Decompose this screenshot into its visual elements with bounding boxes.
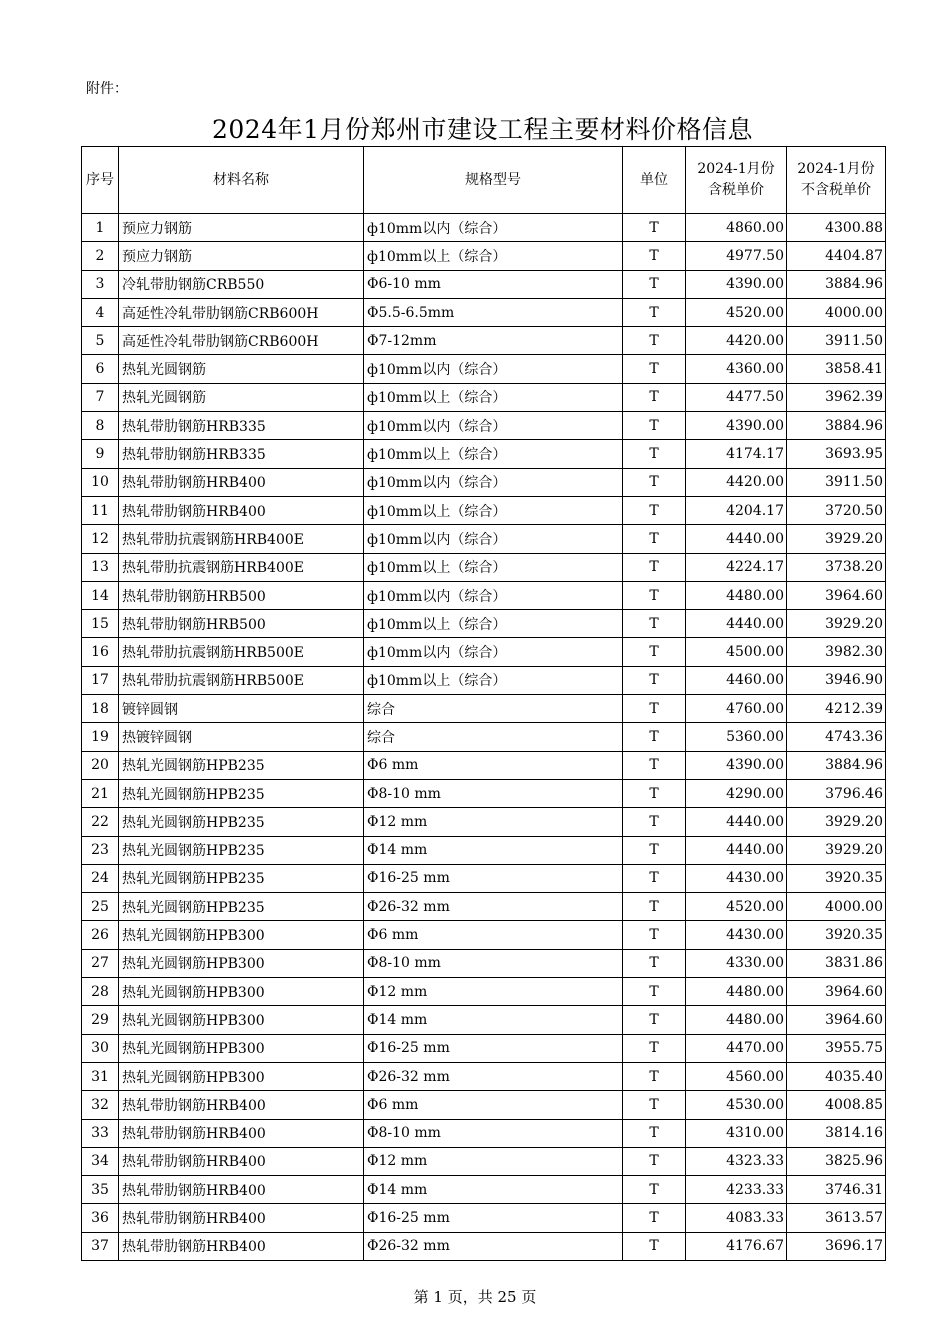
header-price-notax-line1: 2024-1月份	[797, 161, 875, 177]
cell-no: 36	[82, 1204, 119, 1232]
cell-unit: T	[623, 525, 686, 553]
cell-price-tax: 5360.00	[686, 723, 787, 751]
cell-price-tax: 4330.00	[686, 949, 787, 977]
cell-name: 热轧光圆钢筋	[119, 355, 364, 383]
cell-no: 1	[82, 214, 119, 242]
cell-price-tax: 4530.00	[686, 1091, 787, 1119]
cell-price-tax: 4290.00	[686, 779, 787, 807]
cell-name: 热轧光圆钢筋HPB235	[119, 836, 364, 864]
table-row	[82, 468, 886, 496]
cell-price-tax: 4390.00	[686, 270, 787, 298]
cell-spec: ф10mm以内（综合）	[364, 214, 623, 242]
cell-unit: T	[623, 1232, 686, 1260]
cell-price-tax: 4860.00	[686, 214, 787, 242]
cell-spec: ф10mm以上（综合）	[364, 242, 623, 270]
cell-spec: Φ16-25 mm	[364, 864, 623, 892]
header-price-tax-line2: 含税单价	[708, 182, 764, 198]
cell-no: 6	[82, 355, 119, 383]
cell-name: 热轧带肋钢筋HRB400	[119, 1119, 364, 1147]
cell-no: 30	[82, 1034, 119, 1062]
cell-no: 20	[82, 751, 119, 779]
cell-spec: 综合	[364, 695, 623, 723]
cell-no: 7	[82, 383, 119, 411]
cell-name: 热轧光圆钢筋	[119, 383, 364, 411]
cell-price-notax: 3884.96	[787, 751, 886, 779]
cell-price-notax: 3696.17	[787, 1232, 886, 1260]
cell-no: 8	[82, 412, 119, 440]
cell-unit: T	[623, 751, 686, 779]
cell-price-notax: 3955.75	[787, 1034, 886, 1062]
cell-spec: 综合	[364, 723, 623, 751]
cell-unit: T	[623, 496, 686, 524]
header-spec: 规格型号	[364, 147, 623, 214]
cell-price-tax: 4174.17	[686, 440, 787, 468]
cell-price-tax: 4310.00	[686, 1119, 787, 1147]
cell-spec: Φ8-10 mm	[364, 949, 623, 977]
cell-price-notax: 3911.50	[787, 327, 886, 355]
cell-unit: T	[623, 1176, 686, 1204]
cell-spec: Φ5.5-6.5mm	[364, 298, 623, 326]
cell-name: 热轧带肋钢筋HRB335	[119, 440, 364, 468]
cell-price-tax: 4224.17	[686, 553, 787, 581]
header-unit: 单位	[623, 147, 686, 214]
cell-price-tax: 4430.00	[686, 921, 787, 949]
cell-unit: T	[623, 1147, 686, 1175]
attachment-label: 附件：	[86, 81, 128, 97]
page-footer: 第 1 页，共 25 页	[413, 1288, 537, 1306]
cell-price-notax: 3964.60	[787, 1006, 886, 1034]
cell-price-notax: 3693.95	[787, 440, 886, 468]
cell-price-notax: 3911.50	[787, 468, 886, 496]
cell-unit: T	[623, 1119, 686, 1147]
table-row	[82, 921, 886, 949]
table-row	[82, 1232, 886, 1260]
cell-price-notax: 3884.96	[787, 270, 886, 298]
table-row	[82, 666, 886, 694]
cell-unit: T	[623, 864, 686, 892]
cell-name: 热轧带肋钢筋HRB400	[119, 1204, 364, 1232]
cell-unit: T	[623, 666, 686, 694]
cell-no: 2	[82, 242, 119, 270]
cell-name: 热轧带肋钢筋HRB500	[119, 581, 364, 609]
cell-unit: T	[623, 949, 686, 977]
cell-no: 15	[82, 610, 119, 638]
table-row	[82, 327, 886, 355]
cell-price-tax: 4440.00	[686, 836, 787, 864]
cell-no: 11	[82, 496, 119, 524]
cell-price-notax: 3946.90	[787, 666, 886, 694]
cell-spec: Φ26-32 mm	[364, 1062, 623, 1090]
cell-name: 热轧带肋抗震钢筋HRB400E	[119, 553, 364, 581]
cell-name: 热轧光圆钢筋HPB300	[119, 978, 364, 1006]
cell-price-tax: 4520.00	[686, 298, 787, 326]
cell-spec: Φ8-10 mm	[364, 1119, 623, 1147]
cell-price-tax: 4204.17	[686, 496, 787, 524]
cell-name: 热轧光圆钢筋HPB235	[119, 779, 364, 807]
cell-name: 镀锌圆钢	[119, 695, 364, 723]
cell-unit: T	[623, 327, 686, 355]
cell-name: 热轧带肋钢筋HRB500	[119, 610, 364, 638]
cell-unit: T	[623, 779, 686, 807]
cell-price-notax: 3746.31	[787, 1176, 886, 1204]
cell-no: 10	[82, 468, 119, 496]
cell-name: 预应力钢筋	[119, 214, 364, 242]
cell-no: 27	[82, 949, 119, 977]
cell-unit: T	[623, 610, 686, 638]
cell-spec: Φ12 mm	[364, 808, 623, 836]
cell-price-notax: 4212.39	[787, 695, 886, 723]
cell-name: 热轧带肋钢筋HRB400	[119, 496, 364, 524]
table-row	[82, 1119, 886, 1147]
cell-price-tax: 4480.00	[686, 1006, 787, 1034]
cell-no: 21	[82, 779, 119, 807]
cell-name: 热轧带肋抗震钢筋HRB500E	[119, 666, 364, 694]
cell-no: 14	[82, 581, 119, 609]
cell-spec: ф10mm以上（综合）	[364, 610, 623, 638]
cell-unit: T	[623, 723, 686, 751]
cell-spec: Φ6-10 mm	[364, 270, 623, 298]
cell-price-tax: 4420.00	[686, 468, 787, 496]
cell-spec: ф10mm以上（综合）	[364, 383, 623, 411]
cell-price-tax: 4440.00	[686, 610, 787, 638]
cell-price-tax: 4760.00	[686, 695, 787, 723]
cell-name: 热轧光圆钢筋HPB300	[119, 1034, 364, 1062]
cell-spec: Φ6 mm	[364, 921, 623, 949]
table-row	[82, 355, 886, 383]
cell-name: 热轧带肋钢筋HRB400	[119, 468, 364, 496]
cell-unit: T	[623, 695, 686, 723]
cell-price-tax: 4470.00	[686, 1034, 787, 1062]
table-row	[82, 581, 886, 609]
cell-spec: Φ7-12mm	[364, 327, 623, 355]
table-row	[82, 270, 886, 298]
cell-price-tax: 4430.00	[686, 864, 787, 892]
cell-unit: T	[623, 1204, 686, 1232]
cell-spec: Φ14 mm	[364, 836, 623, 864]
cell-price-tax: 4420.00	[686, 327, 787, 355]
cell-no: 22	[82, 808, 119, 836]
cell-price-notax: 4000.00	[787, 298, 886, 326]
cell-price-tax: 4390.00	[686, 412, 787, 440]
table-row	[82, 751, 886, 779]
cell-unit: T	[623, 893, 686, 921]
table-row	[82, 978, 886, 1006]
table-row	[82, 808, 886, 836]
cell-unit: T	[623, 1091, 686, 1119]
cell-no: 18	[82, 695, 119, 723]
cell-spec: Φ26-32 mm	[364, 1232, 623, 1260]
cell-no: 31	[82, 1062, 119, 1090]
cell-spec: ф10mm以上（综合）	[364, 553, 623, 581]
cell-spec: Φ12 mm	[364, 978, 623, 1006]
cell-price-notax: 4035.40	[787, 1062, 886, 1090]
cell-price-notax: 3814.16	[787, 1119, 886, 1147]
table-row	[82, 412, 886, 440]
cell-spec: Φ16-25 mm	[364, 1034, 623, 1062]
cell-name: 高延性冷轧带肋钢筋CRB600H	[119, 298, 364, 326]
cell-unit: T	[623, 1062, 686, 1090]
cell-name: 热轧光圆钢筋HPB300	[119, 949, 364, 977]
cell-no: 37	[82, 1232, 119, 1260]
header-price-notax-line2: 不含税单价	[801, 182, 871, 198]
table-row	[82, 1147, 886, 1175]
cell-price-notax: 3929.20	[787, 610, 886, 638]
cell-name: 热轧带肋钢筋HRB400	[119, 1232, 364, 1260]
cell-price-tax: 4520.00	[686, 893, 787, 921]
cell-price-notax: 3720.50	[787, 496, 886, 524]
cell-spec: Φ6 mm	[364, 1091, 623, 1119]
table-row	[82, 1091, 886, 1119]
cell-price-notax: 3613.57	[787, 1204, 886, 1232]
cell-no: 32	[82, 1091, 119, 1119]
cell-unit: T	[623, 978, 686, 1006]
cell-name: 热轧带肋钢筋HRB335	[119, 412, 364, 440]
cell-unit: T	[623, 581, 686, 609]
cell-price-notax: 3738.20	[787, 553, 886, 581]
cell-price-notax: 4000.00	[787, 893, 886, 921]
cell-no: 16	[82, 638, 119, 666]
cell-spec: ф10mm以内（综合）	[364, 525, 623, 553]
cell-price-notax: 3831.86	[787, 949, 886, 977]
cell-price-notax: 3920.35	[787, 921, 886, 949]
cell-price-notax: 4300.88	[787, 214, 886, 242]
cell-unit: T	[623, 921, 686, 949]
table-header-row	[82, 147, 886, 214]
cell-spec: Φ26-32 mm	[364, 893, 623, 921]
cell-unit: T	[623, 1034, 686, 1062]
cell-unit: T	[623, 412, 686, 440]
table-row	[82, 893, 886, 921]
cell-price-notax: 3884.96	[787, 412, 886, 440]
cell-no: 17	[82, 666, 119, 694]
table-row	[82, 1062, 886, 1090]
cell-price-notax: 3929.20	[787, 836, 886, 864]
table-row	[82, 695, 886, 723]
cell-no: 9	[82, 440, 119, 468]
cell-spec: Φ14 mm	[364, 1176, 623, 1204]
table-row	[82, 864, 886, 892]
cell-no: 12	[82, 525, 119, 553]
cell-spec: ф10mm以上（综合）	[364, 496, 623, 524]
cell-unit: T	[623, 836, 686, 864]
cell-unit: T	[623, 270, 686, 298]
cell-name: 热轧带肋钢筋HRB400	[119, 1147, 364, 1175]
cell-no: 4	[82, 298, 119, 326]
cell-name: 热轧带肋钢筋HRB400	[119, 1091, 364, 1119]
cell-name: 热轧光圆钢筋HPB300	[119, 1006, 364, 1034]
header-price-tax	[686, 147, 787, 214]
cell-price-notax: 3964.60	[787, 581, 886, 609]
cell-no: 29	[82, 1006, 119, 1034]
cell-unit: T	[623, 242, 686, 270]
cell-price-tax: 4390.00	[686, 751, 787, 779]
cell-name: 热轧光圆钢筋HPB235	[119, 808, 364, 836]
cell-price-tax: 4500.00	[686, 638, 787, 666]
cell-price-tax: 4440.00	[686, 808, 787, 836]
table-body	[82, 214, 886, 1261]
cell-price-notax: 3796.46	[787, 779, 886, 807]
cell-spec: Φ6 mm	[364, 751, 623, 779]
table-row	[82, 1176, 886, 1204]
table-row	[82, 214, 886, 242]
table-row	[82, 723, 886, 751]
table-row	[82, 496, 886, 524]
cell-spec: ф10mm以内（综合）	[364, 468, 623, 496]
cell-unit: T	[623, 214, 686, 242]
header-no: 序号	[82, 147, 119, 214]
cell-price-tax: 4480.00	[686, 978, 787, 1006]
table-row	[82, 638, 886, 666]
cell-name: 热轧带肋抗震钢筋HRB400E	[119, 525, 364, 553]
cell-name: 热轧光圆钢筋HPB235	[119, 893, 364, 921]
cell-name: 高延性冷轧带肋钢筋CRB600H	[119, 327, 364, 355]
cell-name: 热轧光圆钢筋HPB300	[119, 1062, 364, 1090]
cell-price-notax: 3964.60	[787, 978, 886, 1006]
cell-no: 24	[82, 864, 119, 892]
table-row	[82, 836, 886, 864]
cell-name: 预应力钢筋	[119, 242, 364, 270]
cell-spec: Φ16-25 mm	[364, 1204, 623, 1232]
cell-no: 33	[82, 1119, 119, 1147]
cell-price-notax: 4404.87	[787, 242, 886, 270]
cell-price-notax: 3929.20	[787, 525, 886, 553]
cell-no: 3	[82, 270, 119, 298]
table-row	[82, 949, 886, 977]
cell-no: 19	[82, 723, 119, 751]
cell-unit: T	[623, 553, 686, 581]
header-name: 材料名称	[119, 147, 364, 214]
cell-name: 冷轧带肋钢筋CRB550	[119, 270, 364, 298]
cell-unit: T	[623, 808, 686, 836]
cell-name: 热轧光圆钢筋HPB235	[119, 864, 364, 892]
cell-price-tax: 4480.00	[686, 581, 787, 609]
cell-price-tax: 4176.67	[686, 1232, 787, 1260]
table-row	[82, 1006, 886, 1034]
cell-price-notax: 3929.20	[787, 808, 886, 836]
table-row	[82, 242, 886, 270]
cell-price-tax: 4323.33	[686, 1147, 787, 1175]
cell-price-notax: 3962.39	[787, 383, 886, 411]
cell-unit: T	[623, 468, 686, 496]
cell-spec: ф10mm以上（综合）	[364, 666, 623, 694]
cell-unit: T	[623, 383, 686, 411]
header-price-notax	[787, 147, 886, 214]
cell-no: 5	[82, 327, 119, 355]
cell-no: 23	[82, 836, 119, 864]
cell-price-notax: 4008.85	[787, 1091, 886, 1119]
cell-no: 28	[82, 978, 119, 1006]
cell-unit: T	[623, 440, 686, 468]
cell-spec: ф10mm以内（综合）	[364, 581, 623, 609]
cell-name: 热镀锌圆钢	[119, 723, 364, 751]
table-row	[82, 1204, 886, 1232]
table-row	[82, 1034, 886, 1062]
page-title: 2024年1月份郑州市建设工程主要材料价格信息	[211, 115, 754, 144]
cell-price-tax: 4233.33	[686, 1176, 787, 1204]
table-row	[82, 553, 886, 581]
table-row	[82, 525, 886, 553]
cell-unit: T	[623, 1006, 686, 1034]
cell-spec: Φ12 mm	[364, 1147, 623, 1175]
cell-spec: ф10mm以上（综合）	[364, 440, 623, 468]
cell-spec: ф10mm以内（综合）	[364, 638, 623, 666]
cell-spec: ф10mm以内（综合）	[364, 355, 623, 383]
cell-spec: ф10mm以内（综合）	[364, 412, 623, 440]
cell-no: 35	[82, 1176, 119, 1204]
cell-price-notax: 4743.36	[787, 723, 886, 751]
table-row	[82, 779, 886, 807]
cell-price-notax: 3920.35	[787, 864, 886, 892]
table-row	[82, 383, 886, 411]
cell-price-tax: 4977.50	[686, 242, 787, 270]
cell-no: 34	[82, 1147, 119, 1175]
cell-price-tax: 4560.00	[686, 1062, 787, 1090]
cell-price-notax: 3982.30	[787, 638, 886, 666]
cell-name: 热轧带肋钢筋HRB400	[119, 1176, 364, 1204]
cell-price-tax: 4083.33	[686, 1204, 787, 1232]
table-row	[82, 440, 886, 468]
cell-price-tax: 4440.00	[686, 525, 787, 553]
table-row	[82, 610, 886, 638]
cell-no: 26	[82, 921, 119, 949]
cell-no: 13	[82, 553, 119, 581]
cell-price-tax: 4477.50	[686, 383, 787, 411]
cell-price-notax: 3825.96	[787, 1147, 886, 1175]
cell-unit: T	[623, 298, 686, 326]
cell-name: 热轧光圆钢筋HPB300	[119, 921, 364, 949]
cell-spec: Φ14 mm	[364, 1006, 623, 1034]
cell-price-tax: 4360.00	[686, 355, 787, 383]
cell-name: 热轧带肋抗震钢筋HRB500E	[119, 638, 364, 666]
cell-price-notax: 3858.41	[787, 355, 886, 383]
header-price-tax-line1: 2024-1月份	[697, 161, 775, 177]
cell-name: 热轧光圆钢筋HPB235	[119, 751, 364, 779]
table-row	[82, 298, 886, 326]
cell-unit: T	[623, 355, 686, 383]
cell-unit: T	[623, 638, 686, 666]
cell-spec: Φ8-10 mm	[364, 779, 623, 807]
cell-price-tax: 4460.00	[686, 666, 787, 694]
price-table	[81, 146, 886, 1261]
cell-no: 25	[82, 893, 119, 921]
